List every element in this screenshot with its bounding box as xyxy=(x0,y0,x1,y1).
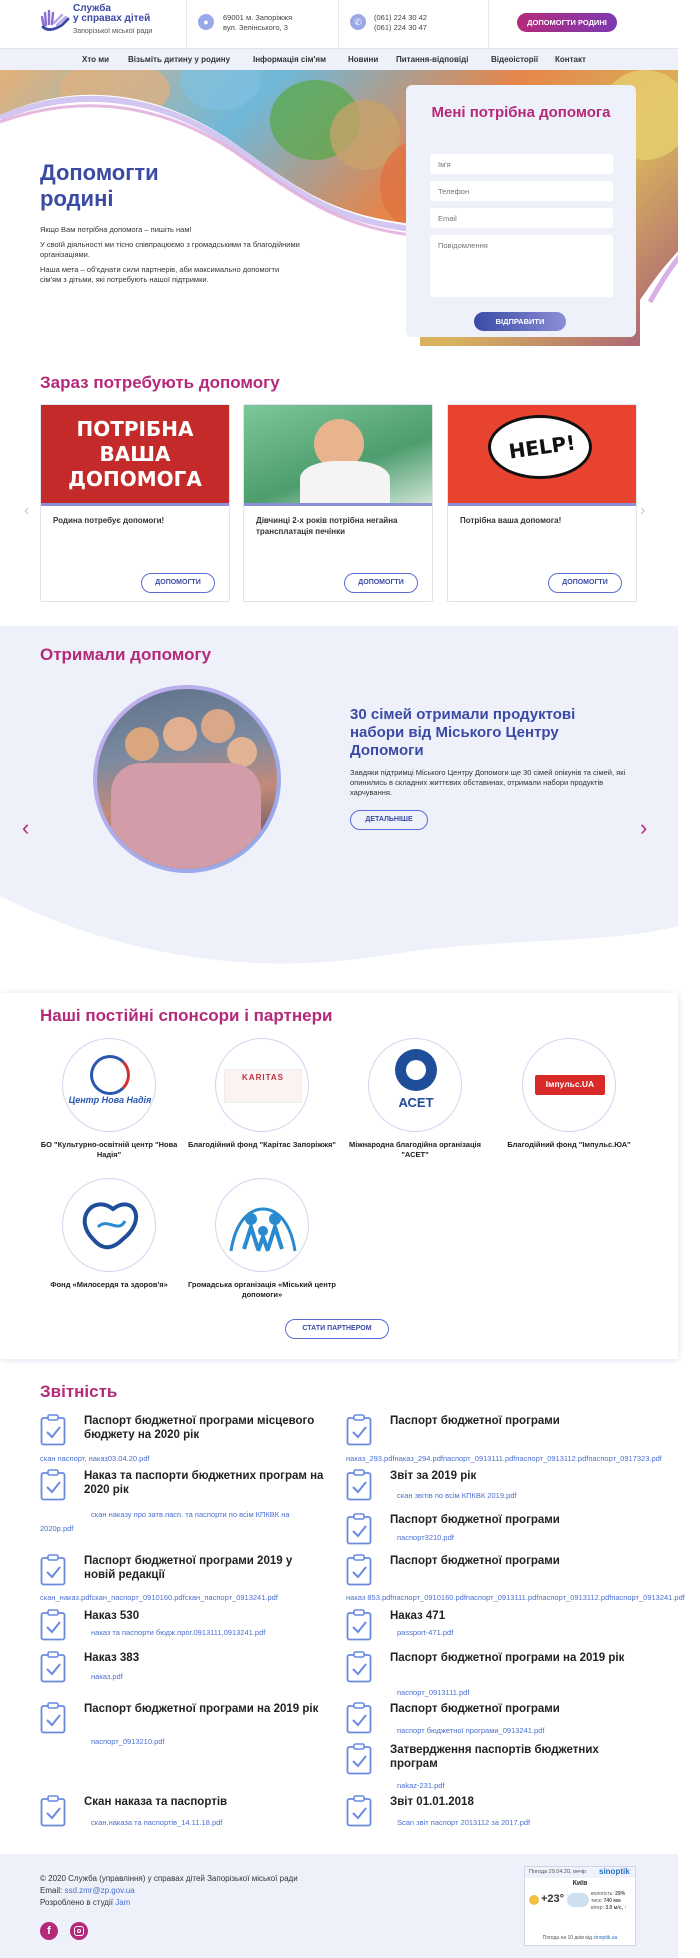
report-file-link[interactable]: скан паспорт, наказ03.04.20.pdf xyxy=(40,1454,150,1463)
nav-item-news[interactable]: Новини xyxy=(348,55,379,64)
hero-text: Наша мета – об'єднати сили партнерів, аби максимально допомогти сім'ям з дітьми, які потребують нашої підтримки. xyxy=(40,265,280,284)
email-link[interactable]: ssd.zmr@zp.gov.ua xyxy=(64,1886,135,1895)
story-text: Завдяки підтримці Міського Центру Допомоги ще 30 сімей опікунів та сімей, які опинились в складних життєвих обставинах, отримали набори продуктів харчування. xyxy=(350,768,626,797)
become-partner-button[interactable]: СТАТИ ПАРТНЕРОМ xyxy=(285,1319,389,1339)
report-file-link[interactable]: паспорт_0913111.pdf xyxy=(397,1688,470,1697)
divider xyxy=(186,0,187,48)
wave-bottom xyxy=(0,876,678,970)
clipboard-check-icon xyxy=(346,1795,372,1827)
report-title: Звіт 01.01.2018 xyxy=(390,1796,474,1808)
report-title: Наказ 383 xyxy=(84,1652,140,1664)
email-input[interactable] xyxy=(430,208,613,228)
clipboard-check-icon xyxy=(40,1414,66,1446)
report-file-link[interactable]: скан_наказ.pdfскан_паспорт_0910160.pdfскан_паспорт_0913241.pdf xyxy=(40,1593,278,1602)
help-card xyxy=(447,404,637,602)
nav-item-family-info[interactable]: Інформація сім'ям xyxy=(253,55,326,64)
cloud-icon xyxy=(567,1893,589,1907)
hands-logo-icon xyxy=(40,5,70,35)
message-textarea[interactable] xyxy=(430,235,613,297)
footer-email: Email: ssd.zmr@zp.gov.ua xyxy=(40,1886,135,1895)
card-accent-bar xyxy=(41,503,229,506)
hero-text: Якщо Вам потрібна допомога – пишіть нам! xyxy=(40,225,192,234)
clipboard-check-icon xyxy=(40,1795,66,1827)
report-file-link[interactable]: паспорт_0913210.pdf xyxy=(91,1737,165,1746)
weather-widget[interactable]: Погода 29.04.20, вечір sinoptik Київ +23° вологість: 29% тиск: 740 мм вітер: 3.0 м/с, ↑ Погода на 10 днів від sinoptik.ua xyxy=(524,1866,636,1946)
phone-input[interactable] xyxy=(430,181,613,201)
partner-logo: АСЕТ xyxy=(368,1038,462,1132)
card-image xyxy=(244,405,432,503)
partner-logo: Центр Нова Надія xyxy=(62,1038,156,1132)
clipboard-check-icon xyxy=(40,1469,66,1501)
report-file-link[interactable]: скан.наказа та паспортів_14.11.18.pdf xyxy=(91,1818,223,1827)
help-card xyxy=(40,404,230,602)
help-card xyxy=(243,404,433,602)
card-text: Дівчинці 2-х років потрібна негайна трансплатація печінки xyxy=(256,516,398,536)
report-title: Паспорт бюджетної програми на 2019 рік xyxy=(84,1703,319,1715)
story-title[interactable]: 30 сімей отримали продуктові набори від Міського Центру Допомоги xyxy=(350,706,576,759)
help-family-button[interactable]: ДОПОМОГТИ РОДИНІ xyxy=(517,13,617,32)
report-file-link[interactable]: наказ.pdf xyxy=(91,1672,123,1681)
clipboard-check-icon xyxy=(346,1554,372,1586)
clipboard-check-icon xyxy=(346,1513,372,1545)
reports-title: Звітність xyxy=(40,1382,118,1401)
report-title: Звіт за 2019 рік xyxy=(390,1470,477,1482)
story-photo xyxy=(93,685,281,873)
report-file-link[interactable]: паспорт3210.pdf xyxy=(397,1533,454,1542)
nav-item-about[interactable]: Хто ми xyxy=(82,55,110,64)
form-title: Мені потрібна допомога xyxy=(431,104,611,121)
address: 69001 м. Запоріжжя вул. Зелінського, 3 xyxy=(223,13,293,32)
facebook-icon[interactable]: f xyxy=(40,1922,58,1940)
clipboard-check-icon xyxy=(40,1702,66,1734)
got-help-title: Отримали допомогу xyxy=(40,645,212,664)
nav-item-adopt[interactable]: Візьміть дитину у родину xyxy=(128,55,231,64)
main-nav xyxy=(0,48,678,70)
family-icon xyxy=(216,1179,309,1272)
clipboard-check-icon xyxy=(346,1743,372,1775)
footer xyxy=(0,1854,678,1958)
name-input[interactable] xyxy=(430,154,613,174)
footer-credits: Розроблено в студії Jam xyxy=(40,1898,131,1907)
clipboard-check-icon xyxy=(346,1414,372,1446)
card-text: Потрібна ваша допомога! xyxy=(460,516,562,525)
report-file-link[interactable]: паспорт бюджетної програми_0913241.pdf xyxy=(397,1726,545,1735)
report-title: Паспорт бюджетної програми 2019 у новій редакції xyxy=(84,1555,293,1581)
clipboard-check-icon xyxy=(40,1651,66,1683)
report-title: Паспорт бюджетної програми xyxy=(390,1703,560,1715)
report-file-link[interactable]: наказ_293.pdfнаказ_294.pdfпаспорт_0913111.pdfпаспорт_0913112.pdfпаспорт_0917323.pdf xyxy=(346,1454,662,1463)
report-file-link[interactable]: наказ та паспорти бюдж.прог.0913111,0913241.pdf xyxy=(91,1628,266,1637)
report-title: Наказ та паспорти бюджетних програм на 2020 рік xyxy=(84,1470,324,1496)
phones[interactable]: (061) 224 30 42 (061) 224 30 47 xyxy=(374,13,427,32)
clipboard-check-icon xyxy=(346,1609,372,1641)
divider xyxy=(338,0,339,48)
studio-link[interactable]: Jam xyxy=(115,1898,131,1907)
report-title: Паспорт бюджетної програми xyxy=(390,1415,560,1427)
report-title: Наказ 471 xyxy=(390,1610,446,1622)
clipboard-check-icon xyxy=(40,1609,66,1641)
partner-item[interactable]: Громадська організація «Міський центр допомоги» xyxy=(187,1178,337,1300)
card-accent-bar xyxy=(244,503,432,506)
report-file-link[interactable]: Scan звіт паспорт 2013112 за 2017.pdf xyxy=(397,1818,531,1827)
location-pin-icon: ● xyxy=(198,14,214,30)
card-image: HELP! xyxy=(448,405,636,503)
nav-item-faq[interactable]: Питання-відповіді xyxy=(396,55,469,64)
partners-title: Наші постійні спонсори і партнери xyxy=(40,1006,333,1025)
hero-title: Допомогти родині xyxy=(40,160,159,211)
report-file-link[interactable]: скан звітів по всім КПКВК 2019.pdf xyxy=(397,1491,517,1500)
nav-item-video[interactable]: Відеоісторії xyxy=(491,55,539,64)
hero-text: У своїй діяльності ми тісно співпрацюємо з громадськими та благодійними організаціями. xyxy=(40,240,300,259)
phone-icon: ✆ xyxy=(350,14,366,30)
nav-item-contact[interactable]: Контакт xyxy=(555,55,586,64)
chevron-left-icon[interactable]: ‹ xyxy=(22,815,30,840)
partner-item[interactable]: АСЕТ Міжнародна благодійна організація "АСЕТ" xyxy=(340,1038,490,1160)
chevron-left-icon[interactable]: ‹ xyxy=(24,502,30,519)
report-title: Паспорт бюджетної програми місцевого бюджету на 2020 рік xyxy=(84,1415,315,1441)
card-text: Родина потребує допомоги! xyxy=(53,516,165,525)
logo-subtitle: Запорізької міської ради xyxy=(73,28,153,35)
report-file-link[interactable]: скан наказу про затв.пасп. та паспорти по всім КПКВК на 2020р.pdf xyxy=(40,1510,290,1533)
partner-item[interactable]: Імпульс.UA Благодійний фонд "Імпульс.ЮА" xyxy=(494,1038,644,1150)
partner-item[interactable]: KARITAS Благодійний фонд "Карітас Запоріжжя" xyxy=(187,1038,337,1150)
header xyxy=(0,0,678,48)
report-title: Паспорт бюджетної програми xyxy=(390,1514,560,1526)
report-file-link[interactable]: наказ 853.pdfпаспорт_0910160.pdfпаспорт_0913111.pdfпаспорт_0913112.pdfпаспорт_0913241.pdf xyxy=(346,1593,685,1602)
help-request-form xyxy=(406,85,636,337)
partner-item[interactable]: Фонд «Милосердя та здоров'я» xyxy=(34,1178,184,1290)
details-button[interactable]: ДЕТАЛЬНІШЕ xyxy=(350,810,428,830)
sun-icon xyxy=(529,1895,539,1905)
card-image: ПОТРІБНА ВАША ДОПОМОГА xyxy=(41,405,229,503)
partner-logo xyxy=(62,1178,156,1272)
submit-button[interactable]: ВІДПРАВИТИ xyxy=(474,312,566,331)
heart-ribbon-icon xyxy=(63,1179,156,1272)
report-title: Паспорт бюджетної програми xyxy=(390,1555,560,1567)
instagram-icon[interactable] xyxy=(70,1922,88,1940)
report-title: Паспорт бюджетної програми на 2019 рік xyxy=(390,1652,625,1664)
clipboard-check-icon xyxy=(346,1651,372,1683)
logo-title[interactable]: Служба у справах дітей xyxy=(73,3,151,24)
report-title: Наказ 530 xyxy=(84,1610,140,1622)
partner-item[interactable]: Центр Нова Надія БО "Культурно-освітній центр "Нова Надія" xyxy=(34,1038,184,1160)
clipboard-check-icon xyxy=(346,1702,372,1734)
copyright: © 2020 Служба (управління) у справах дітей Запорізької міської ради xyxy=(40,1874,298,1883)
report-file-link[interactable]: passport-471.pdf xyxy=(397,1628,454,1637)
help-button[interactable]: ДОПОМОГТИ xyxy=(141,573,215,593)
chevron-right-icon[interactable]: › xyxy=(640,815,648,840)
partner-logo: Імпульс.UA xyxy=(522,1038,616,1132)
card-accent-bar xyxy=(448,503,636,506)
clipboard-check-icon xyxy=(346,1469,372,1501)
divider xyxy=(488,0,489,48)
partner-logo xyxy=(215,1178,309,1272)
report-title: Затвердження паспортів бюджетних програм xyxy=(390,1744,599,1770)
partner-logo: KARITAS xyxy=(215,1038,309,1132)
clipboard-check-icon xyxy=(40,1554,66,1586)
need-help-title: Зараз потребують допомогу xyxy=(40,373,280,392)
report-title: Скан наказа та паспортів xyxy=(84,1796,228,1808)
report-file-link[interactable]: nakaz-231.pdf xyxy=(397,1781,445,1790)
help-button[interactable]: ДОПОМОГТИ xyxy=(344,573,418,593)
chevron-right-icon[interactable]: › xyxy=(640,502,646,519)
help-button[interactable]: ДОПОМОГТИ xyxy=(548,573,622,593)
